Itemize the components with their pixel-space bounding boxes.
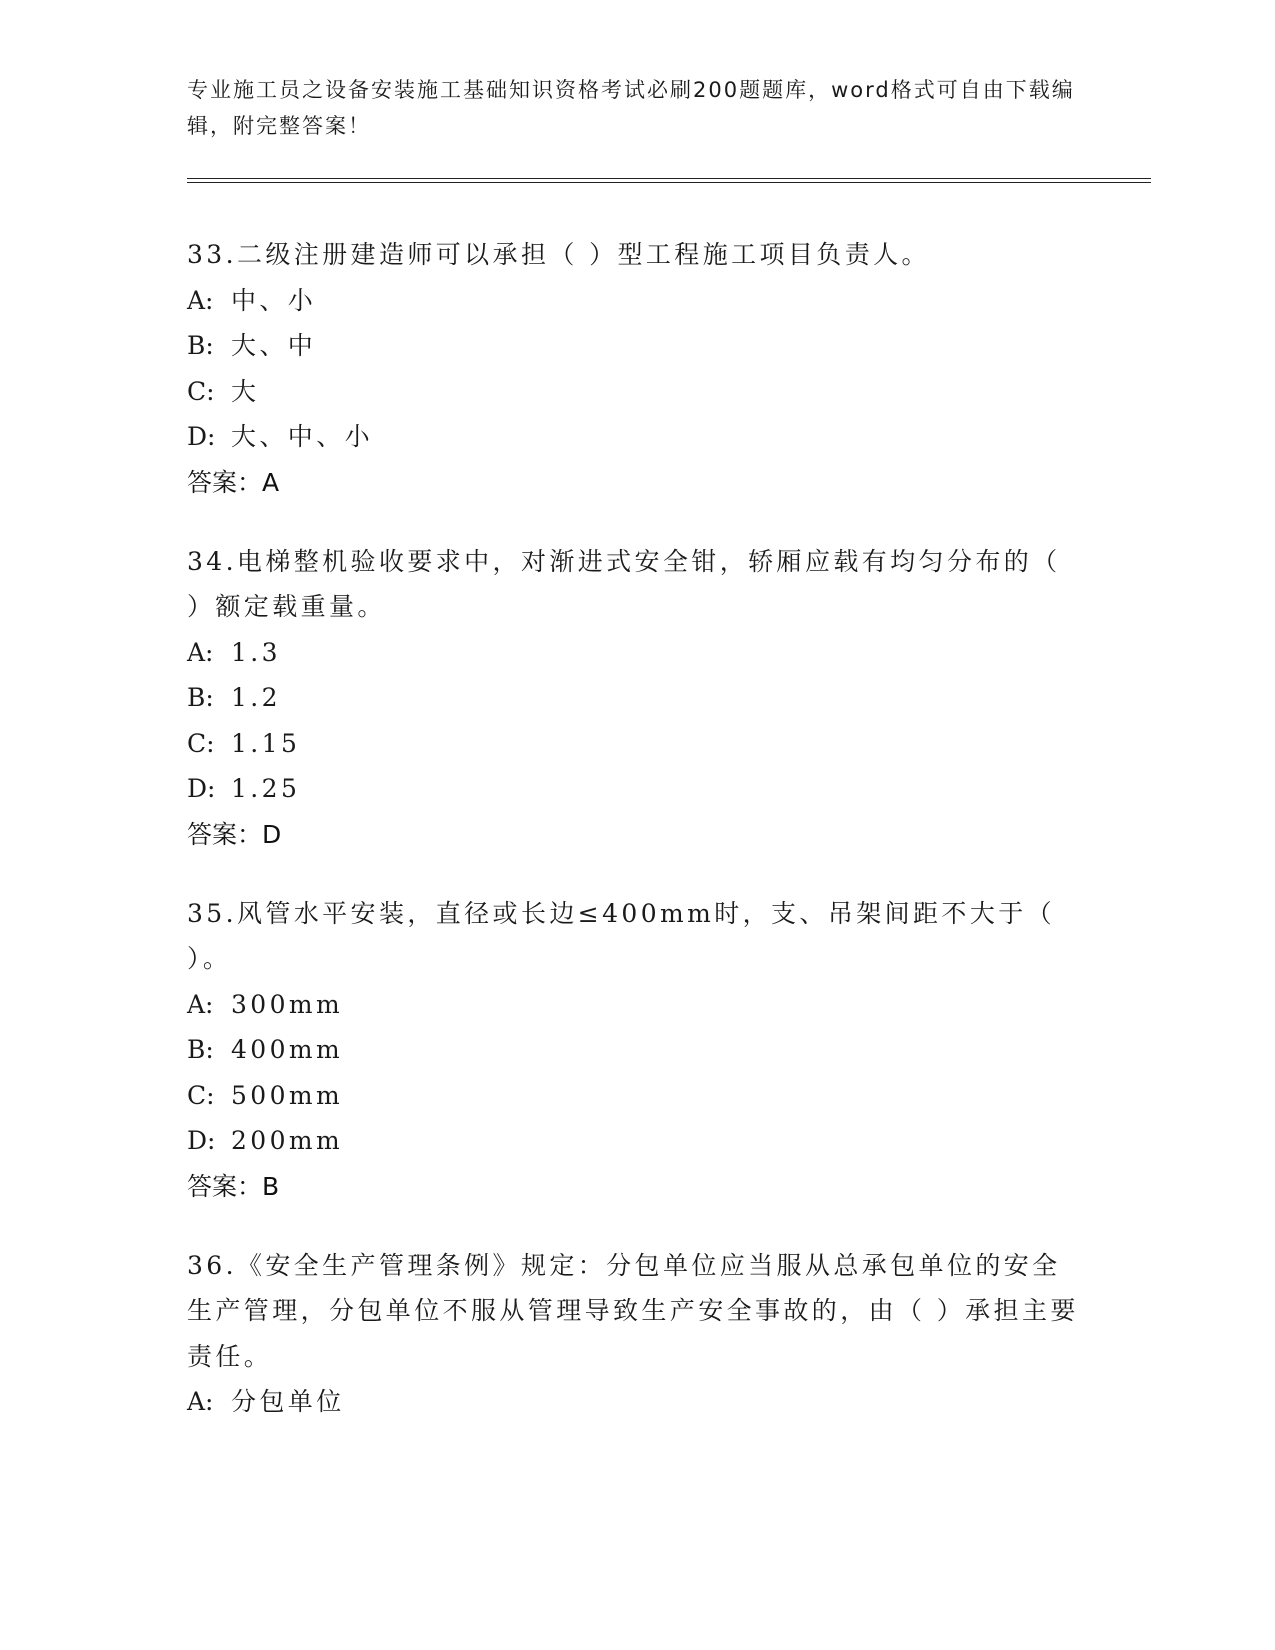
option-c	[187, 721, 1087, 767]
option-a	[187, 278, 1087, 324]
option-text: 1.2	[231, 683, 281, 712]
option-letter: A:	[187, 637, 214, 667]
question-36	[187, 1243, 1087, 1425]
question-text: 34.电梯整机验收要求中，对渐进式安全钳，轿厢应载有均匀分布的（ ）额定载重量。	[187, 546, 1061, 621]
question-35	[187, 891, 1087, 1209]
question-34	[187, 539, 1087, 857]
option-text: 大、中	[231, 331, 317, 360]
option-a	[187, 630, 1087, 676]
question-33	[187, 232, 1087, 505]
option-letter: D:	[187, 422, 216, 451]
option-b	[187, 323, 1087, 369]
question-text: 33.二级注册建造师可以承担（ ）型工程施工项目负责人。	[187, 240, 930, 269]
option-letter: B:	[187, 331, 214, 360]
option-b	[187, 675, 1087, 721]
question-text: 35.风管水平安装，直径或长边≤400mm时，支、吊架间距不大于（ ）。	[187, 898, 1056, 973]
option-letter: C:	[187, 376, 215, 406]
option-text: 大、中、小	[231, 422, 374, 451]
option-letter: A:	[187, 989, 214, 1019]
option-a	[187, 982, 1087, 1028]
option-text: 1.25	[231, 774, 301, 803]
answer-line: 答案：D	[187, 819, 282, 849]
answer-line: 答案：A	[187, 467, 280, 497]
option-text: 中、小	[231, 285, 317, 315]
option-text: 300mm	[231, 989, 344, 1019]
option-d	[187, 766, 1087, 812]
option-letter: B:	[187, 1035, 214, 1064]
option-text: 分包单位	[231, 1387, 345, 1416]
option-d	[187, 414, 1087, 460]
option-letter: A:	[187, 285, 214, 315]
option-text: 1.3	[231, 637, 281, 667]
answer-line: 答案：B	[187, 1171, 280, 1201]
option-letter: C:	[187, 1080, 215, 1110]
option-letter: A:	[187, 1387, 214, 1416]
question-list	[187, 232, 1087, 1459]
option-d	[187, 1118, 1087, 1164]
option-text: 500mm	[231, 1080, 344, 1110]
header-double-rule	[187, 178, 1151, 183]
option-b	[187, 1027, 1087, 1073]
option-text: 400mm	[231, 1035, 344, 1064]
option-c	[187, 369, 1087, 415]
option-text: 200mm	[231, 1126, 344, 1155]
option-c	[187, 1073, 1087, 1119]
option-a	[187, 1379, 1087, 1425]
question-text: 36.《安全生产管理条例》规定：分包单位应当服从总承包单位的安全生产管理，分包单位不服从管理导致生产安全事故的，由（ ）承担主要责任。	[187, 1250, 1079, 1371]
option-letter: D:	[187, 774, 216, 803]
header-title: 专业施工员之设备安装施工基础知识资格考试必刷200题题库，word格式可自由下载编辑，附完整答案！	[187, 78, 1075, 138]
option-letter: D:	[187, 1126, 216, 1155]
option-letter: C:	[187, 728, 215, 758]
document-header	[187, 72, 1087, 144]
option-letter: B:	[187, 683, 214, 712]
option-text: 1.15	[231, 728, 301, 758]
option-text: 大	[231, 376, 260, 406]
